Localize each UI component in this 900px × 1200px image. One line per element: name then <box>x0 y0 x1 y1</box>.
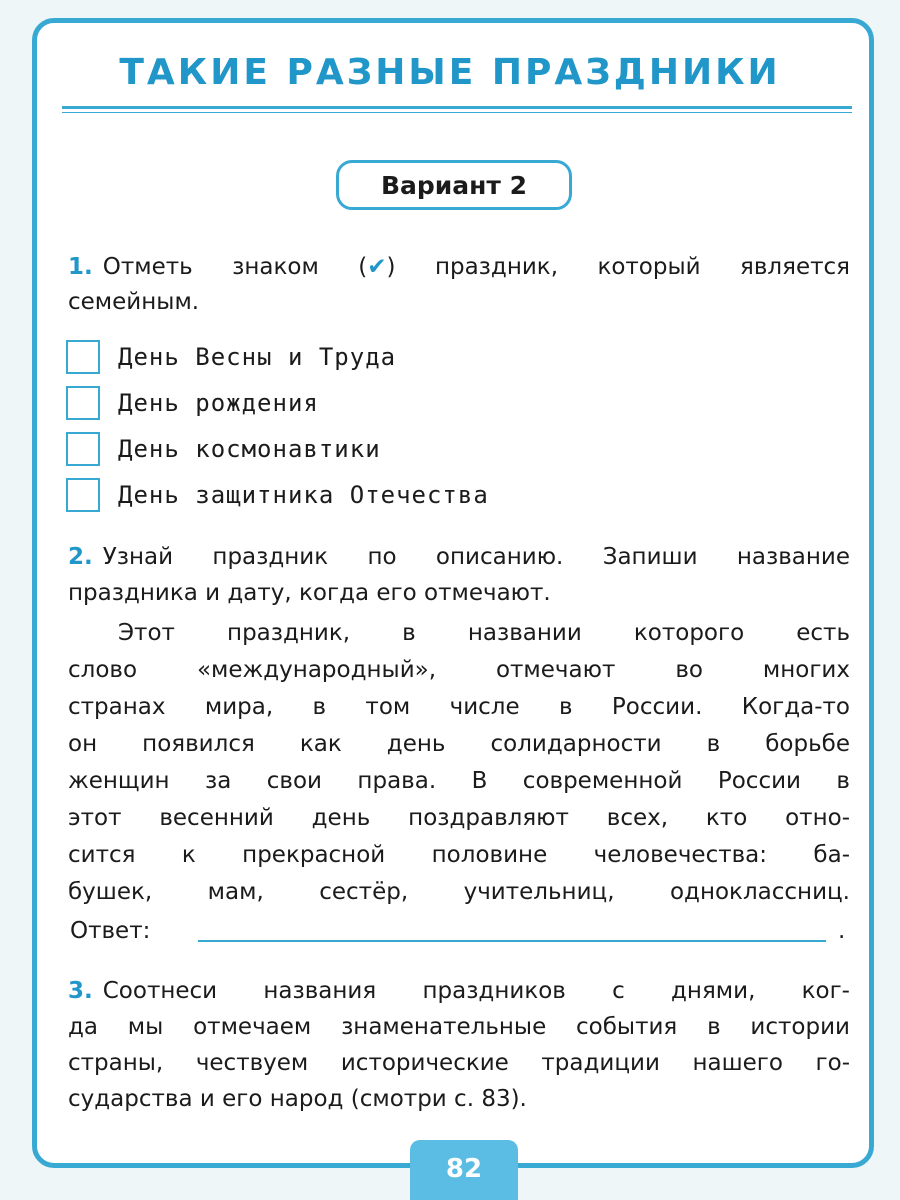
task2-paragraph-line: этот весенний день поздравляют всех, кто отно- <box>68 805 850 831</box>
checkbox[interactable] <box>66 386 100 420</box>
task3-line: 3. Соотнеси названия праздников с днями, ког- <box>68 978 850 1004</box>
task3-number: 3. <box>68 978 93 1004</box>
task2-prompt <box>68 540 850 574</box>
option-label: День рождения <box>118 389 319 417</box>
option-label: День Весны и Труда <box>118 343 397 371</box>
checkbox[interactable] <box>66 432 100 466</box>
task2-paragraph-line: сится к прекрасной половине человечества: ба- <box>68 842 850 868</box>
task2-paragraph-line: слово «международный», отмечают во многих <box>68 657 850 683</box>
title-underline-thin <box>62 112 852 113</box>
task1-prompt-start: Отметь знаком ( <box>102 254 368 280</box>
task2-paragraph-line: женщин за свои права. В современной России в <box>68 768 850 794</box>
answer-input-line[interactable] <box>198 940 826 942</box>
task1-option[interactable] <box>66 478 489 512</box>
option-label: День космонавтики <box>118 435 381 463</box>
task2-prompt-text: Узнай праздник по описанию. Запиши название <box>102 544 850 570</box>
task2-paragraph-line: он появился как день солидарности в борьбе <box>68 731 850 757</box>
task3-line: да мы отмечаем знаменательные события в истории <box>68 1014 850 1040</box>
task2-number: 2. <box>68 544 93 570</box>
task2-paragraph-line: странах мира, в том числе в России. Когда-то <box>68 694 850 720</box>
task1-prompt-end: ) праздник, который является <box>386 254 850 280</box>
task1-option[interactable] <box>66 340 396 374</box>
task1-prompt-line2: семейным. <box>68 289 200 315</box>
task1-option[interactable] <box>66 386 319 420</box>
task1-number: 1. <box>68 254 93 280</box>
task3-line: сударства и его народ (смотри с. 83). <box>68 1086 527 1112</box>
answer-label: Ответ: <box>70 918 151 944</box>
checkmark-icon: ✔ <box>367 254 387 280</box>
task1-option[interactable] <box>66 432 381 466</box>
task3-line: страны, чествуем исторические традиции нашего го- <box>68 1050 850 1076</box>
page-title: ТАКИЕ РАЗНЫЕ ПРАЗДНИКИ <box>119 52 781 93</box>
option-label: День защитника Отечества <box>118 481 489 509</box>
page-number: 82 <box>410 1140 518 1200</box>
task2-prompt-line2: праздника и дату, когда его отмечают. <box>68 580 551 606</box>
task2-paragraph-line: бушек, мам, сестёр, учительниц, одноклассниц. <box>68 879 850 905</box>
task1-prompt <box>68 250 850 284</box>
variant-badge: Вариант 2 <box>336 160 572 210</box>
checkbox[interactable] <box>66 478 100 512</box>
answer-end-dot: . <box>838 918 846 944</box>
task2-paragraph-line: Этот праздник, в названии которого есть <box>118 620 850 646</box>
title-underline <box>62 106 852 109</box>
checkbox[interactable] <box>66 340 100 374</box>
